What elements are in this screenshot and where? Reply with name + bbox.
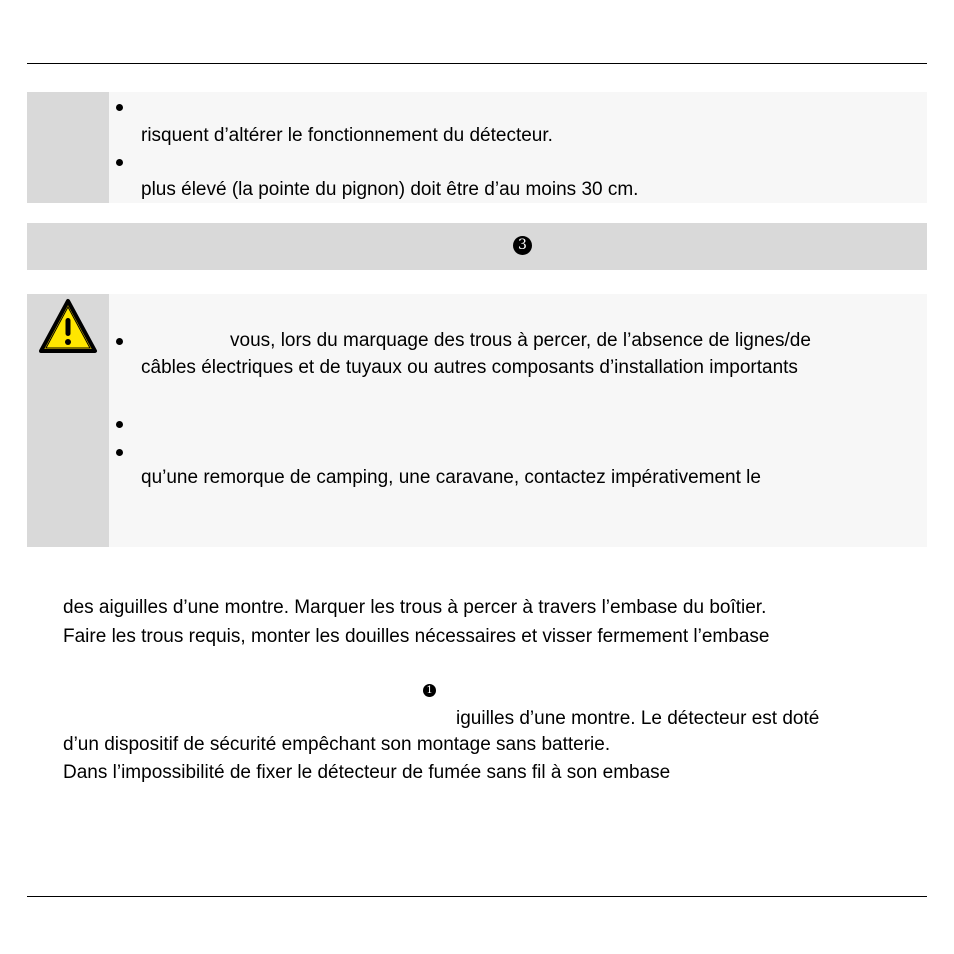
step-number-marker: 3	[513, 236, 532, 255]
warning-triangle-icon	[37, 297, 99, 355]
info-line-1: risquent d’altérer le fonctionnement du détecteur.	[141, 125, 553, 146]
warning-line-2: câbles électriques et de tuyaux ou autres composants d’installation importants	[141, 357, 798, 378]
body-line-2: Faire les trous requis, monter les douilles nécessaires et visser fermement l’embase	[63, 626, 770, 647]
bullet	[116, 159, 123, 166]
warning-line-3: qu’une remorque de camping, une caravane, contactez impérativement le	[141, 467, 761, 488]
bullet	[116, 449, 123, 456]
step-number-marker: 1	[423, 684, 436, 697]
bullet	[116, 338, 123, 345]
info-box-side-column	[27, 92, 109, 203]
info-box	[27, 92, 927, 203]
body-line-3: iguilles d’une montre. Le détecteur est doté	[456, 708, 820, 729]
warning-box-side-column	[27, 294, 109, 547]
warning-line-1: vous, lors du marquage des trous à percer, de l’absence de lignes/de	[230, 330, 811, 351]
bullet	[116, 421, 123, 428]
section-heading-bar	[27, 223, 927, 270]
bullet	[116, 104, 123, 111]
bottom-rule	[27, 896, 927, 897]
info-line-2: plus élevé (la pointe du pignon) doit être d’au moins 30 cm.	[141, 179, 639, 200]
warning-box	[27, 294, 927, 547]
body-line-1: des aiguilles d’une montre. Marquer les trous à percer à travers l’embase du boîtier.	[63, 597, 767, 618]
body-line-5: Dans l’impossibilité de fixer le détecteur de fumée sans fil à son embase	[63, 762, 671, 783]
top-rule	[27, 63, 927, 64]
body-line-4: d’un dispositif de sécurité empêchant son montage sans batterie.	[63, 734, 611, 755]
